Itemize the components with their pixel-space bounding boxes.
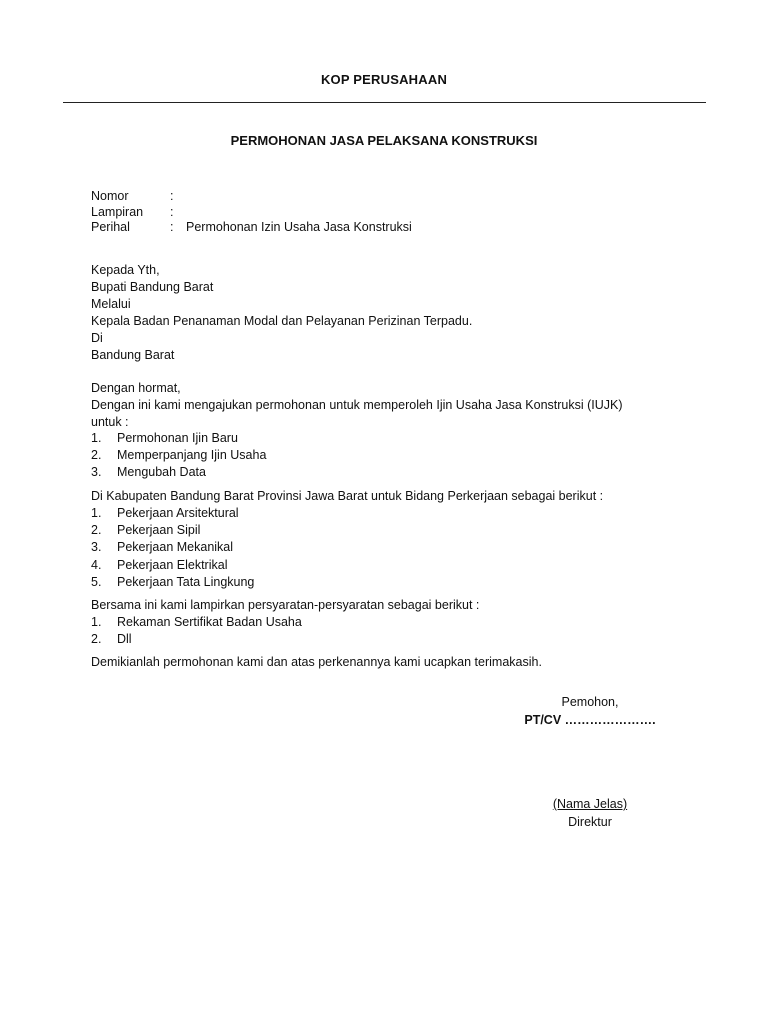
list-text: Pekerjaan Arsitektural — [117, 506, 239, 520]
intro-text: Dengan ini kami mengajukan permohonan untuk memperoleh Ijin Usaha Jasa Konstruksi (IUJK) — [91, 398, 623, 412]
list-number: 2. — [91, 632, 102, 647]
meta-value: Permohonan Izin Usaha Jasa Konstruksi — [186, 220, 412, 234]
purpose-list — [91, 430, 671, 482]
list-text: Pekerjaan Sipil — [117, 523, 201, 538]
list-number: 4. — [91, 557, 102, 572]
list-number: 2. — [91, 448, 102, 463]
list-number: 2. — [91, 523, 102, 538]
addressee-line: Melalui — [91, 297, 131, 311]
addressee-line: Kepala Badan Penanaman Modal dan Pelayanan Perizinan Terpadu. — [91, 314, 473, 328]
list-item — [91, 614, 671, 631]
list-text: Pekerjaan Tata Lingkung — [117, 574, 255, 589]
meta-colon: : — [170, 189, 174, 203]
meta-label: Lampiran — [91, 204, 144, 219]
meta-colon: : — [170, 220, 174, 234]
list-text: Permohonan Ijin Baru — [117, 431, 238, 445]
letterhead-divider — [63, 102, 706, 103]
list-text: Memperpanjang Ijin Usaha — [117, 448, 267, 463]
closing-block — [91, 654, 671, 671]
list-text: Mengubah Data — [117, 465, 206, 480]
list-number: 1. — [91, 506, 102, 520]
closing-text: Demikianlah permohonan kami dan atas perkenannya kami ucapkan terimakasih. — [91, 655, 542, 669]
meta-label: Perihal — [91, 220, 130, 234]
list-item — [91, 447, 671, 464]
list-text: Rekaman Sertifikat Badan Usaha — [117, 615, 302, 629]
greeting: Dengan hormat, — [91, 381, 181, 395]
signatory-name: (Nama Jelas) — [552, 797, 628, 811]
list-item — [91, 574, 671, 591]
attachments-block — [91, 597, 671, 614]
meta-row-lampiran — [91, 205, 412, 221]
company-letterhead: KOP PERUSAHAAN — [320, 72, 448, 87]
meta-colon: : — [170, 204, 174, 219]
fields-block — [91, 488, 671, 505]
intro-text: untuk : — [91, 415, 129, 429]
list-text: Dll — [117, 632, 132, 647]
list-item — [91, 430, 671, 447]
meta-label: Nomor — [91, 189, 129, 203]
list-item — [91, 557, 671, 574]
addressee-line: Kepada Yth, — [91, 263, 160, 277]
intro-block — [91, 380, 671, 431]
document-title: PERMOHONAN JASA PELAKSANA KONSTRUKSI — [230, 133, 538, 148]
list-text: Pekerjaan Elektrikal — [117, 557, 228, 572]
signatory-position: Direktur — [568, 815, 612, 829]
addressee-line: Bandung Barat — [91, 348, 175, 362]
list-item — [91, 522, 671, 539]
attachments-intro: Bersama ini kami lampirkan persyaratan-persyaratan sebagai berikut : — [91, 598, 480, 612]
list-text: Pekerjaan Mekanikal — [117, 540, 234, 555]
list-number: 1. — [91, 615, 102, 629]
list-item — [91, 505, 671, 522]
attachments-list — [91, 614, 671, 648]
meta-row-nomor — [91, 189, 412, 205]
list-item — [91, 539, 671, 556]
signature-block — [480, 693, 700, 729]
addressee-line: Di — [91, 331, 103, 345]
list-number: 3. — [91, 540, 102, 555]
list-number: 3. — [91, 465, 102, 480]
letter-metadata — [91, 189, 412, 236]
list-number: 5. — [91, 574, 102, 589]
addressee-block — [91, 262, 671, 364]
list-number: 1. — [91, 431, 102, 445]
signatory-block — [480, 795, 700, 831]
meta-row-perihal — [91, 220, 412, 236]
fields-list — [91, 505, 671, 591]
list-item — [91, 464, 671, 481]
addressee-line: Bupati Bandung Barat — [91, 280, 214, 294]
signature-label: Pemohon, — [561, 695, 619, 709]
fields-intro: Di Kabupaten Bandung Barat Provinsi Jawa Barat untuk Bidang Perkerjaan sebagai berikut : — [91, 489, 604, 503]
signature-company: PT/CV …………………. — [524, 713, 656, 727]
list-item — [91, 631, 671, 648]
